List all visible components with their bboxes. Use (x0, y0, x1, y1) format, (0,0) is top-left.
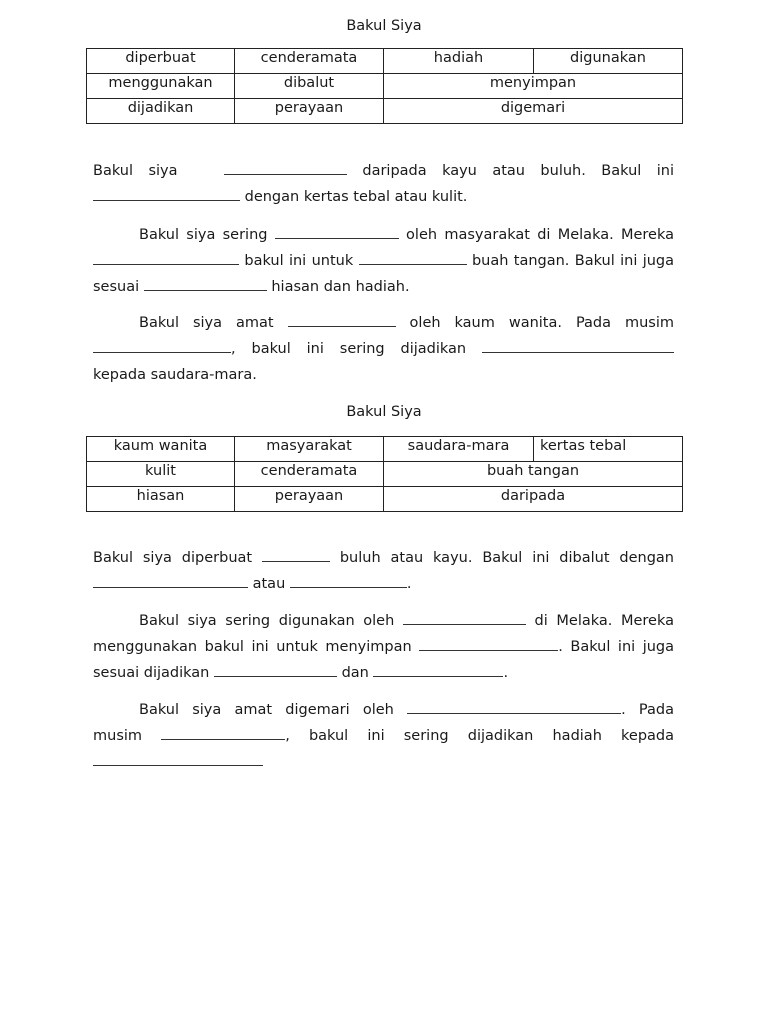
table-row (87, 49, 683, 74)
section2-title: Bakul Siya (346, 404, 422, 420)
text-run: buluh atau kayu. Bakul ini dibalut dengan (339, 550, 675, 566)
text-run: , bakul ini sering dijadikan (231, 341, 467, 357)
fill-blank[interactable] (224, 160, 347, 175)
section1-paragraph-2 (93, 222, 674, 300)
fill-blank[interactable] (359, 250, 467, 265)
text-run: Bakul siya amat (139, 315, 274, 331)
table-row (87, 437, 683, 462)
fill-blank[interactable] (93, 186, 240, 201)
text-run: , bakul ini sering dijadikan hadiah kepada (285, 728, 675, 744)
text-run: Bakul siya amat digemari oleh (139, 702, 394, 718)
word-cell: buah tangan (384, 462, 683, 487)
word-cell: cenderamata (235, 462, 384, 487)
section1-paragraph-1 (93, 158, 674, 210)
word-cell: digemari (384, 99, 683, 124)
text-run: hiasan dan hadiah. (271, 279, 410, 295)
word-cell: kulit (87, 462, 235, 487)
word-cell: cenderamata (235, 49, 384, 74)
fill-blank[interactable] (290, 573, 407, 588)
fill-blank[interactable] (373, 662, 503, 677)
fill-blank[interactable] (419, 636, 558, 651)
text-run: . Bakul ini juga sesuai dijadikan (93, 639, 675, 681)
table-row (87, 487, 683, 512)
text-run: buah tangan. Bakul ini juga sesuai (93, 253, 675, 295)
table-row (87, 462, 683, 487)
text-run: oleh kaum wanita. Pada musim (409, 315, 675, 331)
word-cell: dijadikan (87, 99, 235, 124)
fill-blank[interactable] (262, 547, 330, 562)
text-run: kepada saudara-mara. (93, 367, 257, 383)
text-run: . Pada musim (93, 702, 674, 744)
word-cell: kaum wanita (87, 437, 235, 462)
fill-blank[interactable] (93, 573, 248, 588)
text-run: Bakul siya sering digunakan oleh (139, 613, 395, 629)
section2-paragraph-1 (93, 545, 674, 597)
fill-blank[interactable] (93, 751, 263, 766)
word-cell: hadiah (384, 49, 534, 74)
fill-blank[interactable] (144, 276, 267, 291)
fill-blank[interactable] (403, 610, 526, 625)
word-cell: menggunakan (87, 74, 235, 99)
word-cell: menyimpan (384, 74, 683, 99)
fill-blank[interactable] (93, 250, 239, 265)
section1-paragraph-3 (93, 310, 674, 388)
word-cell: perayaan (235, 99, 384, 124)
fill-blank[interactable] (275, 224, 399, 239)
fill-blank[interactable] (161, 725, 285, 740)
section2-paragraph-3 (93, 697, 674, 775)
word-cell: kertas tebal (534, 437, 683, 462)
fill-blank[interactable] (93, 338, 231, 353)
text-run: Bakul siya diperbuat (93, 550, 253, 566)
section2-word-table (86, 436, 683, 512)
word-cell: dibalut (235, 74, 384, 99)
text-run: . (503, 665, 509, 681)
text-run: dan (341, 665, 369, 681)
text-run: oleh masyarakat di Melaka. Mereka (406, 227, 675, 243)
text-run: bakul ini untuk (244, 253, 354, 269)
word-cell: hiasan (87, 487, 235, 512)
text-run: Bakul siya sering (139, 227, 268, 243)
text-run: atau (252, 576, 286, 592)
table-row (87, 99, 683, 124)
word-cell: digunakan (534, 49, 683, 74)
word-cell: masyarakat (235, 437, 384, 462)
fill-blank[interactable] (407, 699, 621, 714)
fill-blank[interactable] (214, 662, 337, 677)
fill-blank[interactable] (288, 312, 396, 327)
table-row (87, 74, 683, 99)
word-cell: diperbuat (87, 49, 235, 74)
section1-word-table (86, 48, 683, 124)
text-run: dengan kertas tebal atau kulit. (244, 189, 468, 205)
text-run: daripada kayu atau buluh. Bakul ini (362, 163, 675, 179)
section1-title: Bakul Siya (346, 18, 422, 34)
fill-blank[interactable] (482, 338, 674, 353)
text-run: Bakul siya (93, 163, 178, 179)
text-run: di Melaka. Mereka menggunakan bakul ini untuk menyimpan (93, 613, 675, 655)
text-run: . (406, 576, 412, 592)
word-cell: perayaan (235, 487, 384, 512)
word-cell: saudara-mara (384, 437, 534, 462)
word-cell: daripada (384, 487, 683, 512)
section2-paragraph-2 (93, 608, 674, 686)
